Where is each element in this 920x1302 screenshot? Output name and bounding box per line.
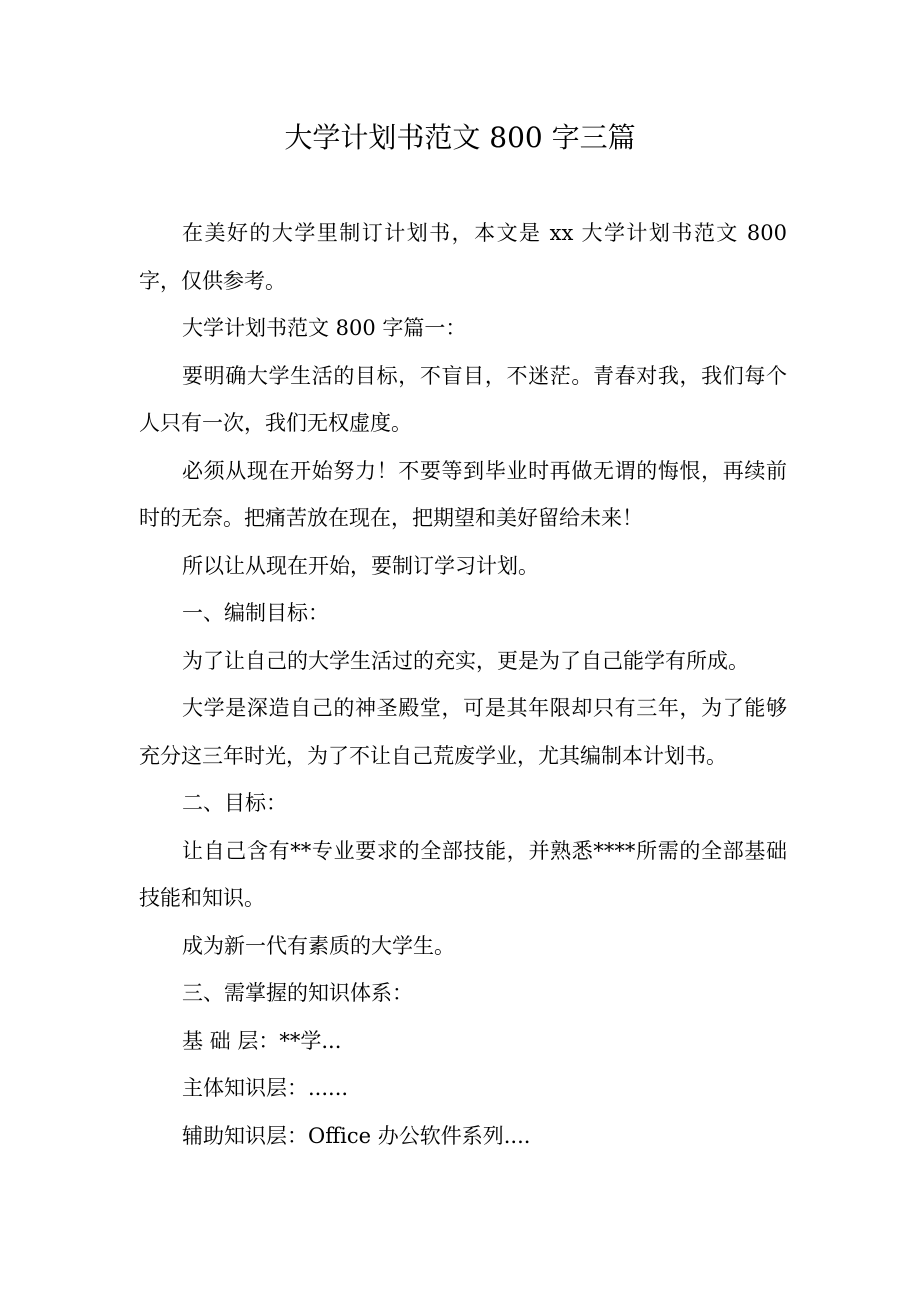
document-title: 大学计划书范文 800 字三篇: [284, 121, 636, 154]
paragraph-intro: 在美好的大学里制订计划书，本文是 xx 大学计划书范文 800 字，仅供参考。: [139, 221, 787, 293]
paragraph: 所以让从现在开始，要制订学习计划。: [182, 553, 539, 578]
document-body: [139, 210, 787, 1160]
paragraph-list-item: 主体知识层：......: [182, 1076, 349, 1100]
paragraph: 大学是深造自己的神圣殿堂，可是其年限却只有三年，为了能够充分这三年时光，为了不让自己荒废学业，尤其编制本计划书。: [139, 696, 787, 768]
paragraph: 让自己含有**专业要求的全部技能，并熟悉****所需的全部基础技能和知识。: [139, 838, 787, 910]
paragraph-list-item: 辅助知识层：Office 办公软件系列....: [182, 1123, 531, 1148]
paragraph: 为了让自己的大学生活过的充实，更是为了自己能学有所成。: [182, 648, 749, 673]
paragraph-section-heading: 大学计划书范文 800 字篇一：: [182, 316, 467, 340]
paragraph-heading-goal: 一、编制目标：: [182, 601, 329, 625]
paragraph: 要明确大学生活的目标，不盲目，不迷茫。青春对我，我们每个人只有一次，我们无权虚度。: [139, 363, 787, 435]
paragraph: 必须从现在开始努力！不要等到毕业时再做无谓的悔恨，再续前时的无奈。把痛苦放在现在，把期望和美好留给未来！: [139, 458, 787, 530]
paragraph-heading-knowledge: 三、需掌握的知识体系：: [182, 981, 413, 1005]
paragraph-heading-target: 二、目标：: [182, 791, 287, 815]
paragraph-list-item: 基 础 层：**学...: [182, 1028, 342, 1053]
paragraph: 成为新一代有素质的大学生。: [182, 933, 455, 958]
